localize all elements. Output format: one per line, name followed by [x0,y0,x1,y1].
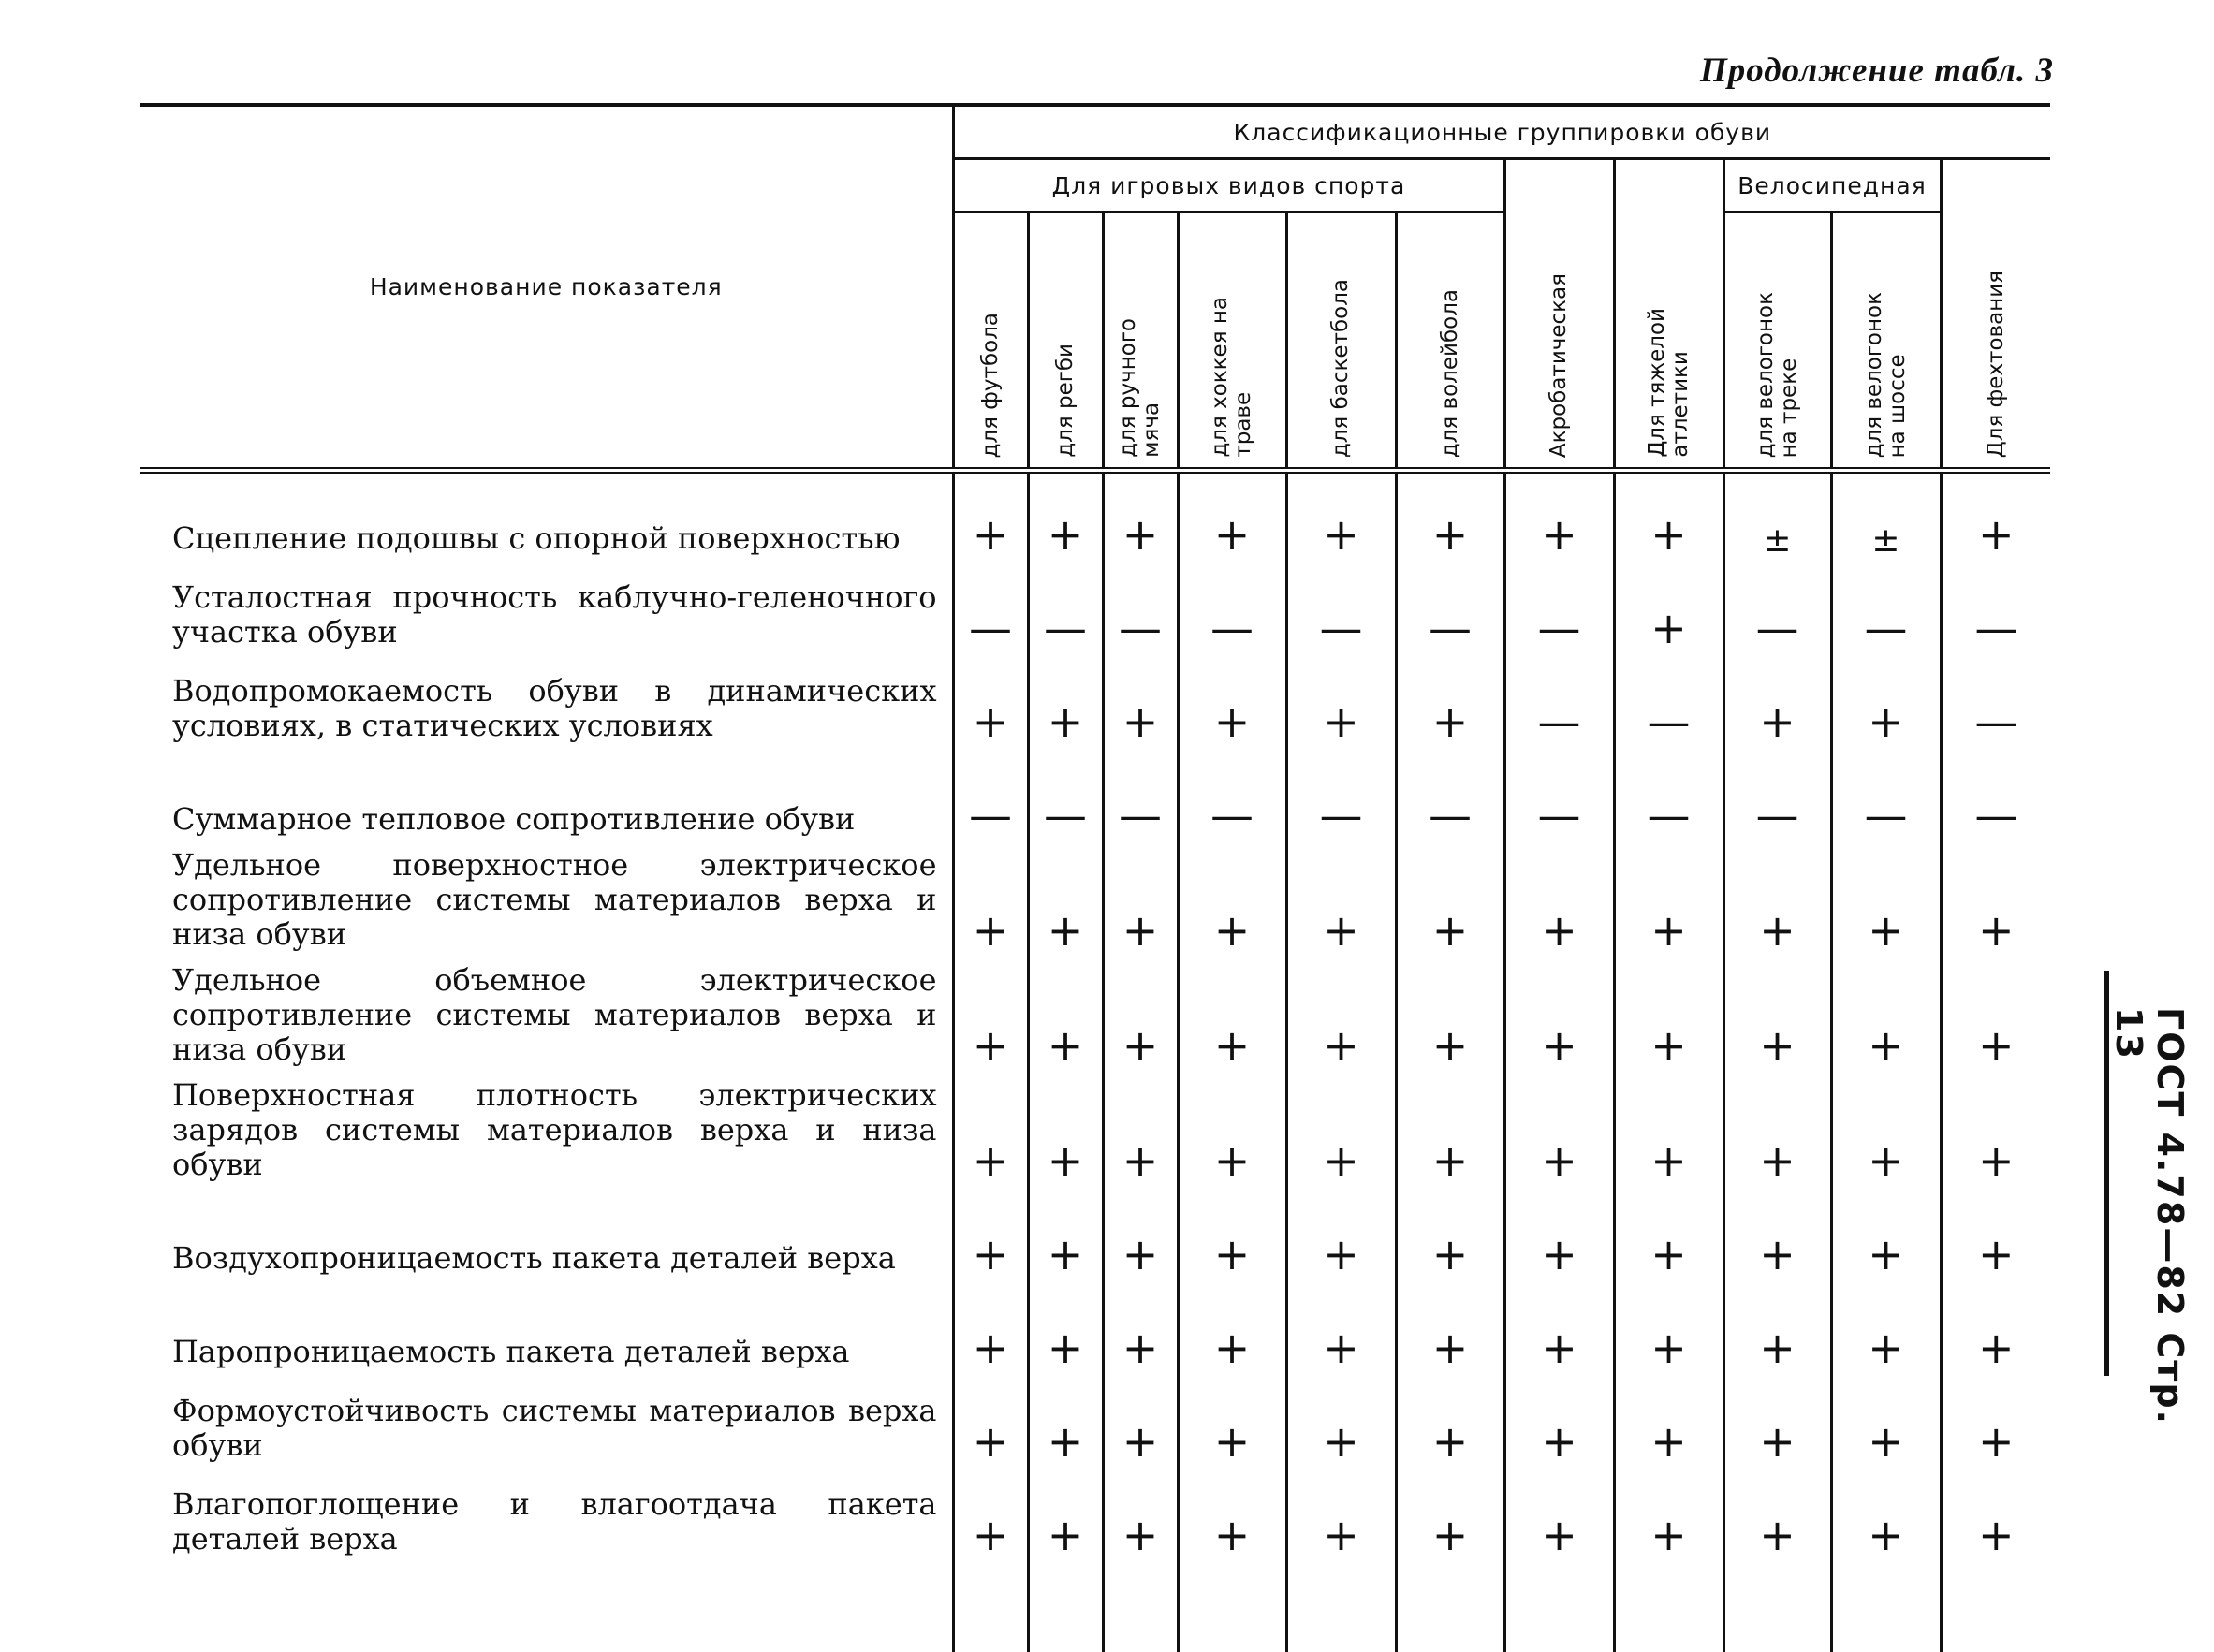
value-cell: + [1028,1381,1103,1474]
tail-cell [1504,1568,1614,1652]
value-cell: + [1286,471,1396,568]
value-cell: — [1103,567,1178,661]
value-cell: + [1028,963,1103,1078]
value-cell: + [1614,1381,1723,1474]
table-tail-spacer [140,1568,2050,1652]
value-cell: + [1286,1078,1396,1193]
column-header-label: Акробатическая [1547,273,1571,458]
value-cell: — [1286,567,1396,661]
tail-cell [1941,1568,2050,1652]
value-cell: — [1178,567,1286,661]
value-cell: — [1504,567,1614,661]
value-cell: + [1504,1381,1614,1474]
indicator-name [140,963,953,1078]
indicator-name [140,1287,953,1381]
indicator-name-text: Водопромокаемость обуви в динамических условиях, в статических условиях [140,674,937,743]
value-cell: + [1831,1474,1941,1568]
indicator-name-text: Воздухопроницаемость пакета деталей верха [140,1241,937,1276]
value-cell: + [1723,1381,1831,1474]
value-cell: — [1504,754,1614,848]
value-cell: + [1178,1474,1286,1568]
tail-cell [1723,1568,1831,1652]
name-column-header: Наименование показателя [140,105,953,471]
column-header [953,212,1028,471]
value-cell: + [1723,1287,1831,1381]
column-header [1941,159,2050,471]
value-cell: + [1028,471,1103,568]
value-cell: + [1504,1287,1614,1381]
column-header-label: Для тяжелой атлетики [1646,308,1693,458]
indicator-name [140,754,953,848]
value-cell: + [1941,963,2050,1078]
table-row [140,1287,2050,1381]
indicator-name [140,567,953,661]
indicator-name-text: Паропроницаемость пакета деталей верха [140,1335,937,1369]
value-cell: + [1614,567,1723,661]
table-row [140,963,2050,1078]
value-cell: — [1028,754,1103,848]
table-row [140,471,2050,568]
value-cell: + [1178,848,1286,963]
value-cell: + [1178,471,1286,568]
tail-cell [1614,1568,1723,1652]
value-cell: + [1286,661,1396,754]
indicator-name-text: Формоустойчивость системы материалов верха обуви [140,1394,937,1463]
value-cell: + [1103,1078,1178,1193]
value-cell: — [1723,754,1831,848]
value-cell: + [1103,1287,1178,1381]
tail-cell [1286,1568,1396,1652]
value-cell: + [1614,963,1723,1078]
value-cell: — [1831,567,1941,661]
table-header [140,105,2050,471]
value-cell: + [1103,1193,1178,1287]
value-cell: + [1396,661,1504,754]
column-header [1831,212,1941,471]
value-cell: + [1831,1193,1941,1287]
value-cell: + [953,1193,1028,1287]
value-cell: + [1941,1287,2050,1381]
continuation-label: Продолжение табл. 3 [1700,51,2054,91]
value-cell: + [1396,1474,1504,1568]
value-cell: + [1178,963,1286,1078]
value-cell: + [1723,848,1831,963]
value-cell: + [1614,471,1723,568]
tail-cell [953,1568,1028,1652]
table-body [140,471,2050,1652]
value-cell: — [953,567,1028,661]
value-cell: + [1028,1474,1103,1568]
cycling-subgroup-header: Велосипедная [1723,159,1941,212]
value-cell: — [1396,567,1504,661]
column-header-label: для регби [1054,344,1078,458]
value-cell: + [1614,1474,1723,1568]
group-header: Классификационные группировки обуви [953,105,2050,159]
value-cell: + [1396,848,1504,963]
value-cell: — [1178,754,1286,848]
indicator-name [140,1193,953,1287]
column-header-label: для велогонок на шоссе [1863,292,1910,458]
value-cell: + [1723,661,1831,754]
indicator-name-text: Удельное объемное электрическое сопротивление системы материалов верха и низа обуви [140,963,937,1067]
indicator-name [140,661,953,754]
value-cell: + [1103,471,1178,568]
value-cell: — [1831,754,1941,848]
tail-cell [1396,1568,1504,1652]
value-cell: + [953,471,1028,568]
value-cell: + [1396,963,1504,1078]
column-header [1286,212,1396,471]
value-cell: — [1286,754,1396,848]
value-cell: — [1504,661,1614,754]
indicator-name-text: Удельное поверхностное электрическое сопротивление системы материалов верха и низа обуви [140,848,937,952]
value-cell: + [1504,1078,1614,1193]
table-row [140,1193,2050,1287]
column-header-label: для ручного мяча [1117,318,1164,458]
value-cell: + [1286,1381,1396,1474]
column-header [1028,212,1103,471]
value-cell: + [1286,848,1396,963]
value-cell: + [1614,848,1723,963]
value-cell: + [1504,1193,1614,1287]
value-cell: — [1614,754,1723,848]
value-cell: + [1396,1078,1504,1193]
column-header [1178,212,1286,471]
value-cell: + [1103,661,1178,754]
value-cell: ± [1723,471,1831,568]
column-header-label: Для фехтования [1985,270,2008,458]
value-cell: — [1941,661,2050,754]
value-cell: + [1178,1287,1286,1381]
value-cell: + [1504,471,1614,568]
value-cell: — [1723,567,1831,661]
value-cell: + [1614,1287,1723,1381]
value-cell: + [1286,1287,1396,1381]
value-cell: + [1831,661,1941,754]
page-footer-label: ГОСТ 4.78—82 Стр. 13 [2108,1007,2191,1443]
table-row [140,661,2050,754]
value-cell: + [1396,1193,1504,1287]
table-row [140,567,2050,661]
column-header [1614,159,1723,471]
value-cell: — [1103,754,1178,848]
value-cell: + [1504,848,1614,963]
value-cell: + [1178,661,1286,754]
table-row [140,848,2050,963]
column-header-label: для баскетбола [1329,279,1353,458]
value-cell: + [1103,963,1178,1078]
indicator-table [140,103,2050,1652]
value-cell: + [1103,1474,1178,1568]
value-cell: + [953,661,1028,754]
value-cell: + [1723,1193,1831,1287]
value-cell: + [1396,471,1504,568]
table-row [140,1381,2050,1474]
indicator-name [140,1381,953,1474]
table-row [140,1078,2050,1193]
value-cell: + [1028,848,1103,963]
value-cell: + [1286,1193,1396,1287]
indicator-name [140,1078,953,1193]
value-cell: + [1178,1193,1286,1287]
value-cell: + [1831,1381,1941,1474]
games-subgroup-header: Для игровых видов спорта [953,159,1504,212]
value-cell: ± [1831,471,1941,568]
value-cell: + [1504,963,1614,1078]
value-cell: + [1396,1381,1504,1474]
value-cell: + [953,1078,1028,1193]
value-cell: + [1941,1474,2050,1568]
column-header-label: для хоккея на траве [1209,297,1255,458]
column-header [1396,212,1504,471]
value-cell: + [1831,1078,1941,1193]
value-cell: — [1941,567,2050,661]
value-cell: + [953,848,1028,963]
indicator-name-text: Поверхностная плотность электрических зарядов системы материалов верха и низа обуви [140,1078,937,1182]
value-cell: + [953,1287,1028,1381]
indicator-name [140,471,953,568]
value-cell: — [953,754,1028,848]
value-cell: — [1396,754,1504,848]
value-cell: + [1286,963,1396,1078]
value-cell: — [1614,661,1723,754]
value-cell: + [1831,963,1941,1078]
value-cell: + [1941,1078,2050,1193]
value-cell: + [1103,848,1178,963]
value-cell: + [1614,1193,1723,1287]
value-cell: + [1178,1078,1286,1193]
value-cell: + [1286,1474,1396,1568]
value-cell: + [1723,963,1831,1078]
value-cell: + [1941,471,2050,568]
tail-cell [1028,1568,1103,1652]
value-cell: + [1028,1287,1103,1381]
column-header [1504,159,1614,471]
value-cell: + [1831,848,1941,963]
tail-cell [1103,1568,1178,1652]
indicator-name-text: Сцепление подошвы с опорной поверхностью [140,521,937,556]
value-cell: + [1028,1193,1103,1287]
value-cell: — [1941,754,2050,848]
value-cell: + [1723,1078,1831,1193]
value-cell: + [1614,1078,1723,1193]
tail-cell [1178,1568,1286,1652]
value-cell: + [1028,661,1103,754]
value-cell: + [1941,1193,2050,1287]
value-cell: — [1028,567,1103,661]
value-cell: + [1028,1078,1103,1193]
indicator-name-text: Усталостная прочность каблучно-геленочного участка обуви [140,580,937,650]
table-row [140,754,2050,848]
value-cell: + [953,963,1028,1078]
indicator-name [140,848,953,963]
table-row [140,1474,2050,1568]
value-cell: + [1723,1474,1831,1568]
indicator-name-text: Суммарное тепловое сопротивление обуви [140,802,937,837]
value-cell: + [1178,1381,1286,1474]
indicator-name [140,1474,953,1568]
value-cell: + [1504,1474,1614,1568]
value-cell: + [1941,1381,2050,1474]
indicator-name-text: Влагопоглощение и влагоотдача пакета деталей верха [140,1487,937,1557]
value-cell: + [1941,848,2050,963]
value-cell: + [953,1474,1028,1568]
column-header-label: для футбола [979,313,1003,458]
value-cell: + [1103,1381,1178,1474]
value-cell: + [1831,1287,1941,1381]
column-header-label: для велогонок на треке [1754,292,1801,458]
tail-cell [1831,1568,1941,1652]
column-header-label: для волейбола [1439,289,1462,458]
column-header [1723,212,1831,471]
value-cell: + [1396,1287,1504,1381]
value-cell: + [953,1381,1028,1474]
tail-cell [140,1568,953,1652]
column-header [1103,212,1178,471]
